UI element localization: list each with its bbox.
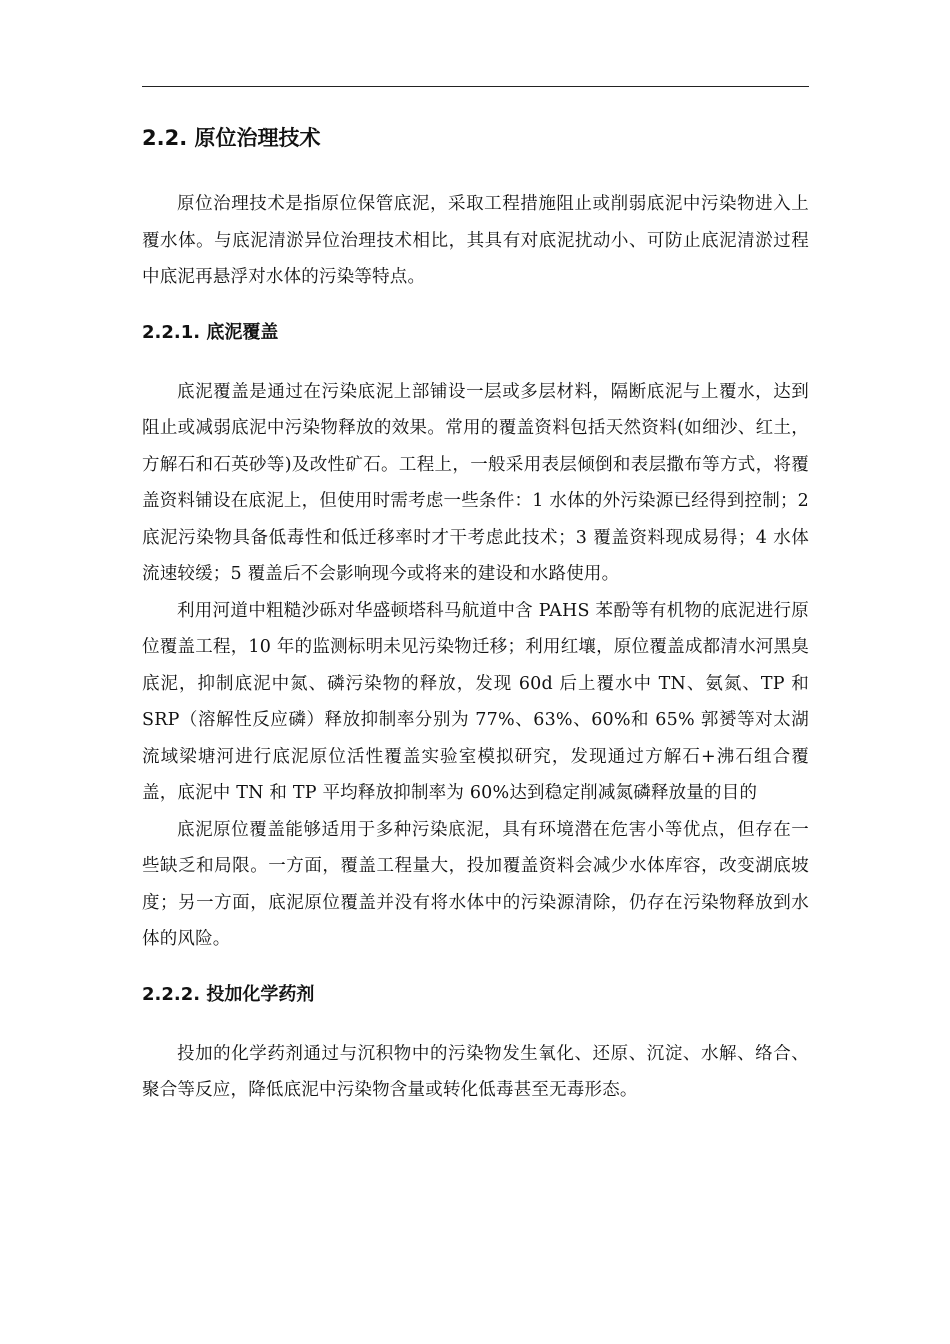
- section-2-2-2-heading: 2.2.2. 投加化学药剂: [142, 983, 315, 1005]
- section-2-2-1-paragraph-2: 利用河道中粗糙沙砾对华盛顿塔科马航道中含 PAHS 苯酚等有机物的底泥进行原位覆盖工程，10 年的监测标明未见污染物迁移；利用红壤，原位覆盖成都清水河黑臭底泥，抑制底泥中氮、磷污染物的释放，发现 60d 后上覆水中 TN、氨氮、TP 和 SRP（溶解性反应磷）释放抑制率分别为 77%、63%、60%和 65% 郭赟等对太湖流域梁塘河进行底泥原位活性覆盖实验室模拟研究，发现通过方解石+沸石组合覆盖，底泥中 TN 和 TP 平均释放抑制率为 60%达到稳定削减氮磷释放量的目的: [142, 600, 809, 803]
- header-rule: [142, 86, 809, 87]
- section-2-2-2-paragraph: 投加的化学药剂通过与沉积物中的污染物发生氧化、还原、沉淀、水解、络合、聚合等反应，降低底泥中污染物含量或转化低毒甚至无毒形态。: [142, 1043, 809, 1100]
- section-2-2-1-paragraph-1: 底泥覆盖是通过在污染底泥上部铺设一层或多层材料，隔断底泥与上覆水，达到阻止或减弱底泥中污染物释放的效果。常用的覆盖资料包括天然资料(如细沙、红土，方解石和石英砂等)及改性矿石。工程上，一般采用表层倾倒和表层撒布等方式，将覆盖资料铺设在底泥上，但使用时需考虑一些条件：1 水体的外污染源已经得到控制；2 底泥污染物具备低毒性和低迁移率时才干考虑此技术；3 覆盖资料现成易得；4 水体流速较缓；5 覆盖后不会影响现今或将来的建设和水路使用。: [142, 381, 809, 584]
- document-body: [142, 110, 809, 1109]
- section-2-2-1-heading: 2.2.1. 底泥覆盖: [142, 321, 279, 343]
- section-2-2-paragraph: 原位治理技术是指原位保管底泥，采取工程措施阻止或削弱底泥中污染物进入上覆水体。与底泥清淤异位治理技术相比，其具有对底泥扰动小、可防止底泥清淤过程中底泥再悬浮对水体的污染等特点。: [142, 194, 809, 287]
- section-2-2-1-paragraph-3: 底泥原位覆盖能够适用于多种污染底泥，具有环境潜在危害小等优点，但存在一些缺乏和局限。一方面，覆盖工程量大，投加覆盖资料会减少水体库容，改变湖底坡度；另一方面，底泥原位覆盖并没有将水体中的污染源清除，仍存在污染物释放到水体的风险。: [142, 819, 809, 949]
- section-2-2-heading: 2.2. 原位治理技术: [142, 126, 321, 150]
